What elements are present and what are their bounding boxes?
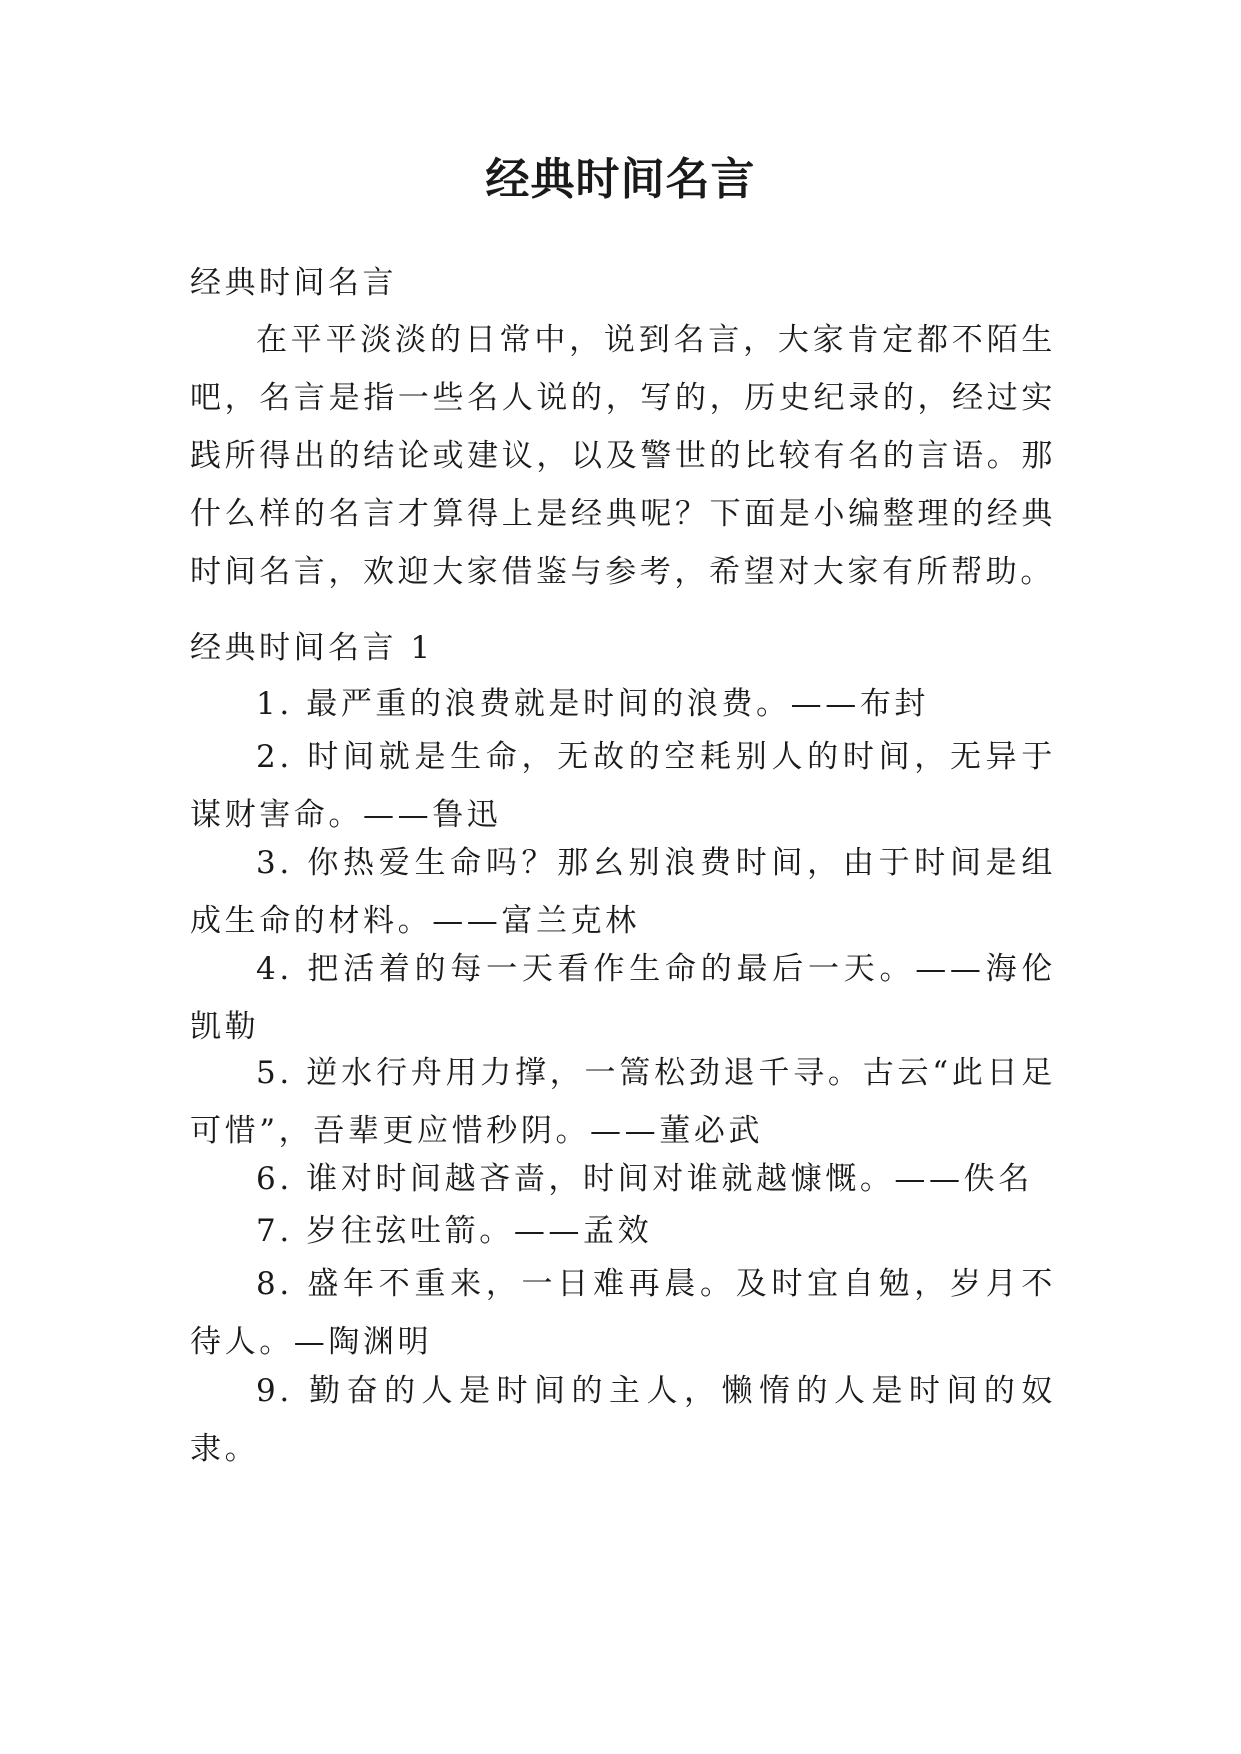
quote-item-5: 5. 逆水行舟用力撑，一篙松劲退千寻。古云“此日足可惜”，吾辈更应惜秒阴。——董必武: [190, 1055, 1056, 1149]
quote-item-4: 4. 把活着的每一天看作生命的最后一天。——海伦凯勒: [190, 951, 1056, 1045]
quote-item-8: 8. 盛年不重来，一日难再晨。及时宜自勉，岁月不待人。—陶渊明: [190, 1266, 1056, 1360]
quote-item-1: 1. 最严重的浪费就是时间的浪费。——布封: [256, 686, 930, 722]
section-heading-intro: 经典时间名言: [190, 265, 397, 301]
intro-paragraph: 在平平淡淡的日常中，说到名言，大家肯定都不陌生吧，名言是指一些名人说的，写的，历史纪录的，经过实践所得出的结论或建议，以及警世的比较有名的言语。那什么样的名言才算得上是经典呢？下面是小编整理的经典时间名言，欢迎大家借鉴与参考，希望对大家有所帮助。: [190, 322, 1056, 590]
quote-item-3: 3. 你热爱生命吗？那幺别浪费时间，由于时间是组成生命的材料。——富兰克林: [190, 845, 1056, 939]
document-title: 经典时间名言: [485, 154, 756, 205]
quote-item-6: 6. 谁对时间越吝啬，时间对谁就越慷慨。——佚名: [256, 1161, 1033, 1197]
quote-item-9: 9. 勤奋的人是时间的主人，懒惰的人是时间的奴隶。: [190, 1373, 1056, 1467]
quote-item-7: 7. 岁往弦吐箭。——孟效: [256, 1213, 653, 1249]
section-heading-quotes: 经典时间名言 1: [190, 630, 434, 666]
quote-item-2: 2. 时间就是生命，无故的空耗别人的时间，无异于谋财害命。——鲁迅: [190, 739, 1056, 833]
